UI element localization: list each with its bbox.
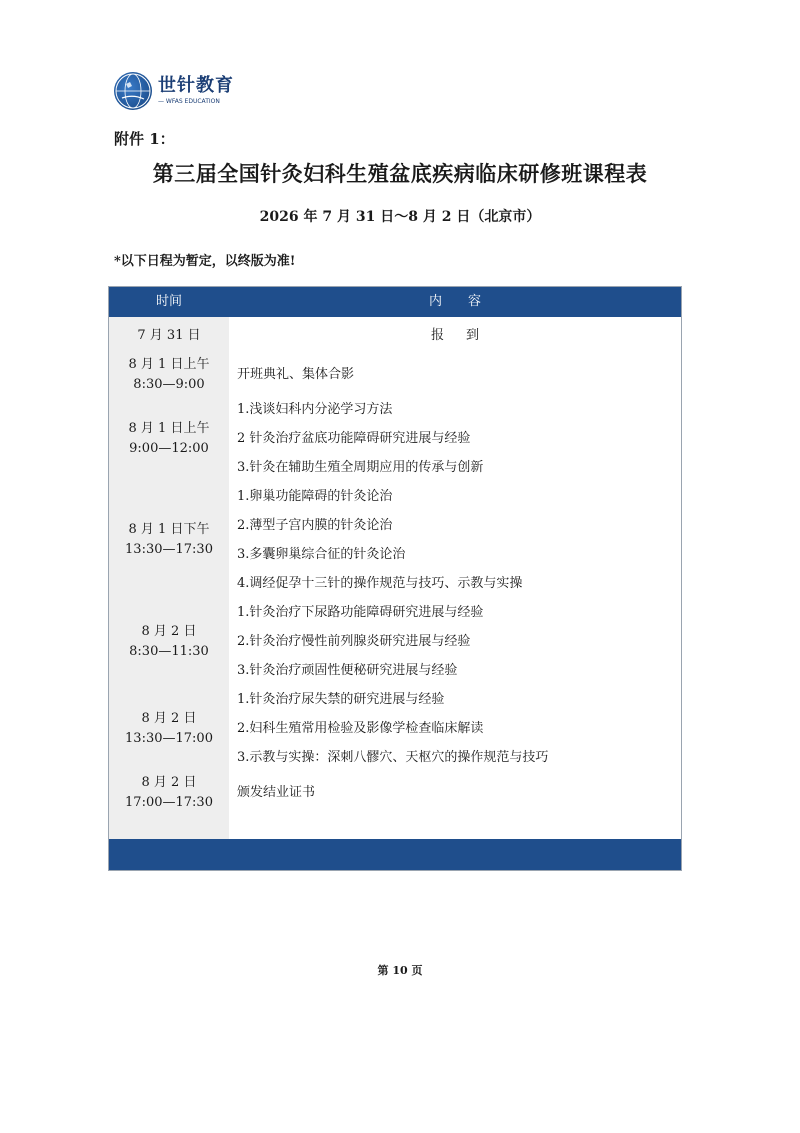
page-title: 第三届全国针灸妇科生殖盆底疾病临床研修班课程表 xyxy=(152,161,648,186)
time-line: 8 月 2 日 xyxy=(141,623,197,639)
content-item: 3.示教与实操：深刺八髎穴、天枢穴的操作规范与技巧 xyxy=(237,749,549,765)
time-line: 8:30—9:00 xyxy=(133,376,205,392)
content-item: 2.针灸治疗慢性前列腺炎研究进展与经验 xyxy=(237,633,471,649)
time-line: 9:00—12:00 xyxy=(129,440,209,456)
table-header xyxy=(109,287,681,317)
time-line: 8 月 2 日 xyxy=(141,774,197,790)
logo-name-en: — WFAS EDUCATION xyxy=(158,98,220,105)
time-cell xyxy=(109,622,229,662)
content-item: 4.调经促孕十三针的操作规范与技巧、示教与实操 xyxy=(237,575,523,591)
time-cell xyxy=(109,355,229,395)
content-item: 颁发结业证书 xyxy=(237,784,316,800)
time-cell xyxy=(109,520,229,560)
time-line: 13:30—17:30 xyxy=(125,542,213,557)
content-item: 3.多囊卵巢综合征的针灸论治 xyxy=(237,546,406,562)
schedule-table xyxy=(108,286,682,871)
time-cell xyxy=(109,709,229,749)
time-line: 8 月 2 日 xyxy=(141,710,197,726)
content-item: 3.针灸治疗顽固性便秘研究进展与经验 xyxy=(237,662,458,678)
time-line: 17:00—17:30 xyxy=(125,794,213,810)
content-item: 1.卵巢功能障碍的针灸论治 xyxy=(237,488,393,504)
page-subtitle: 2026 年 7 月 31 日～8 月 2 日（北京市） xyxy=(259,209,541,225)
time-line: 8:30—11:30 xyxy=(129,643,209,659)
time-line: 7 月 31 日 xyxy=(137,327,201,343)
content-item: 2 针灸治疗盆底功能障碍研究进展与经验 xyxy=(237,430,471,446)
header-time: 时间 xyxy=(155,294,182,309)
page-number: 第 10 页 xyxy=(377,964,423,977)
table-footer-bar xyxy=(109,839,681,870)
content-item: 2.妇科生殖常用检验及影像学检查临床解读 xyxy=(237,720,484,736)
time-cell xyxy=(109,773,229,813)
content-item: 1.针灸治疗尿失禁的研究进展与经验 xyxy=(237,691,445,707)
content-item: 开班典礼、集体合影 xyxy=(237,366,355,382)
content-item: 报到 xyxy=(430,327,501,343)
content-item: 2.薄型子宫内膜的针灸论治 xyxy=(237,517,393,533)
schedule-note: *以下日程为暂定，以终版为准! xyxy=(114,254,296,269)
time-cell xyxy=(109,419,229,459)
content-item: 1.浅谈妇科内分泌学习方法 xyxy=(237,401,393,417)
logo xyxy=(114,70,234,112)
time-line: 13:30—17:00 xyxy=(125,730,213,746)
logo-name-cn: 世针教育 xyxy=(158,75,234,96)
time-column xyxy=(109,317,229,839)
attachment-label: 附件 1： xyxy=(114,130,175,148)
time-line: 8 月 1 日上午 xyxy=(128,420,210,436)
content-item: 3.针灸在辅助生殖全周期应用的传承与创新 xyxy=(237,459,484,475)
time-line: 8 月 1 日下午 xyxy=(128,522,210,537)
globe-logo-icon xyxy=(114,72,152,110)
time-cell xyxy=(109,326,229,346)
content-item: 1.针灸治疗下尿路功能障碍研究进展与经验 xyxy=(237,604,484,620)
header-content: 内容 xyxy=(428,294,507,309)
time-line: 8 月 1 日上午 xyxy=(128,356,210,372)
